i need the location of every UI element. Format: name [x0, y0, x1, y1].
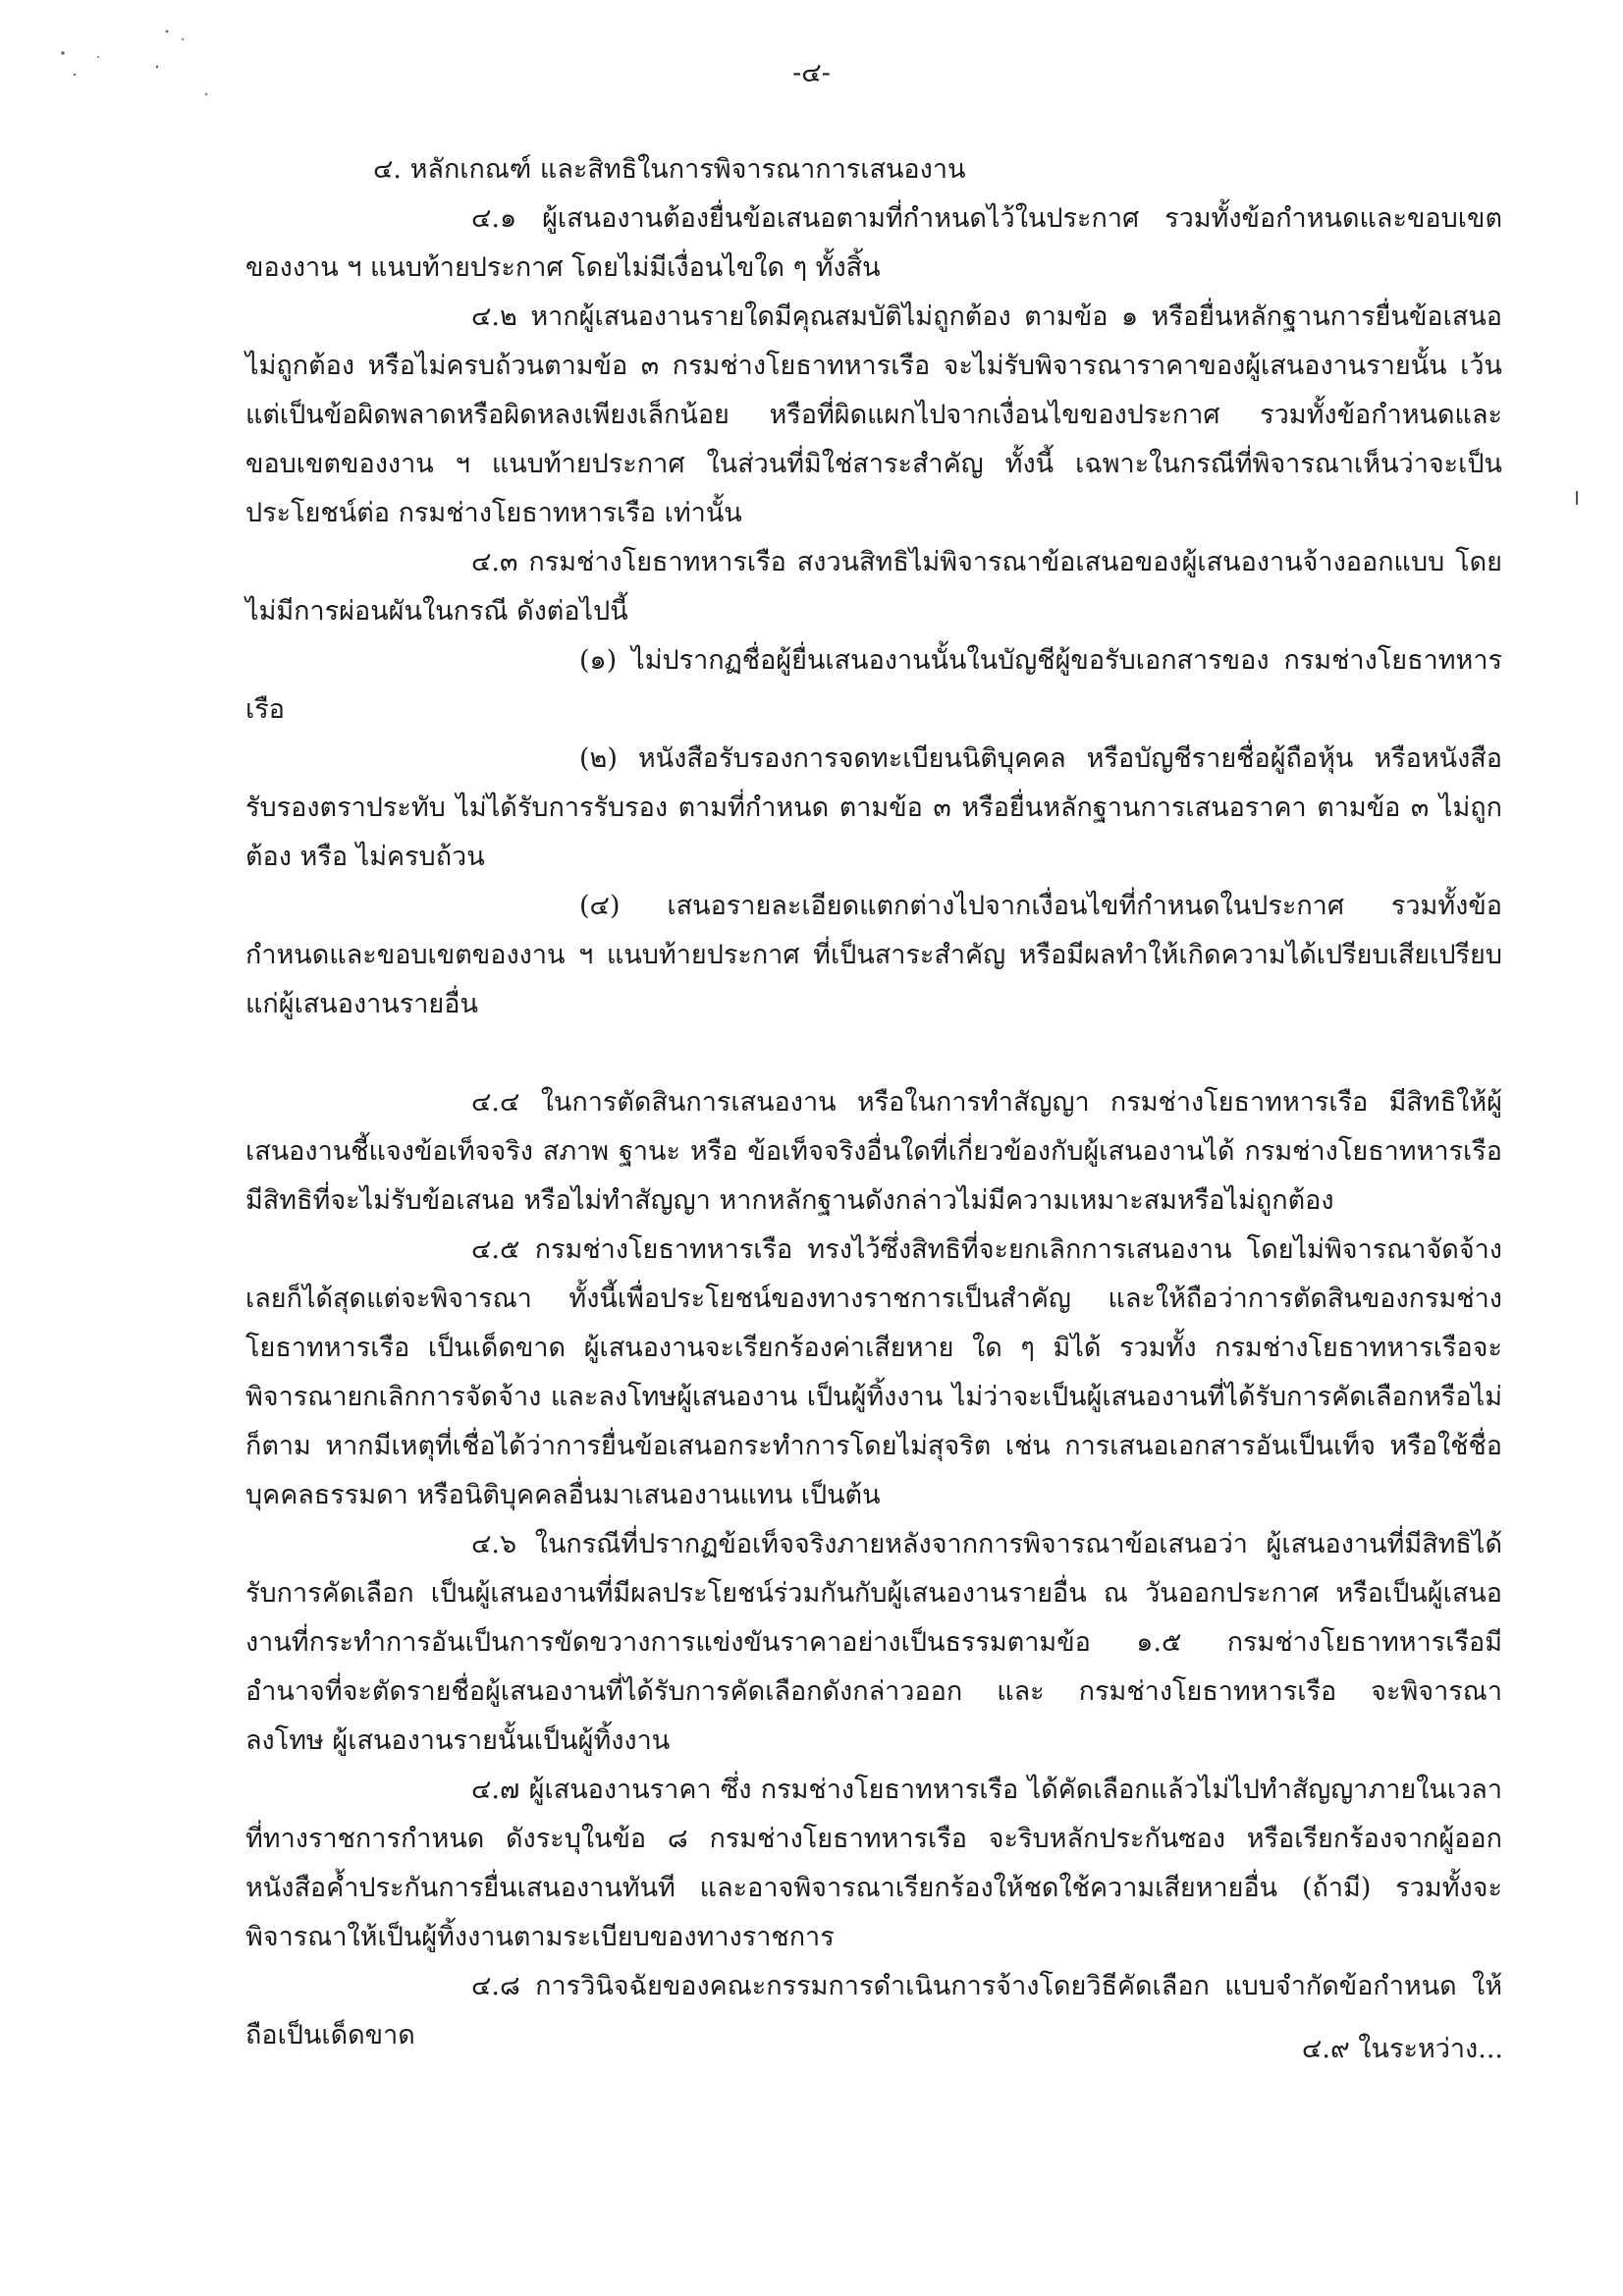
margin-mark — [1576, 491, 1578, 505]
section-heading: ๔. หลักเกณฑ์ และสิทธิในการพิจารณาการเสนองาน — [373, 154, 966, 185]
paragraph-4-8: ๔.๘ การวินิจฉัยของคณะกรรมการดำเนินการจ้างโดยวิธีคัดเลือก แบบจำกัดข้อกำหนด ให้ถือเป็นเด็ดขาด — [245, 1971, 1502, 2050]
paragraph-4-3-item-1: (๑) ไม่ปรากฏชื่อผู้ยื่นเสนองานนั้นในบัญชีผู้ขอรับเอกสารของ กรมช่างโยธาทหารเรือ — [245, 645, 1502, 725]
document-body — [245, 145, 1502, 2060]
continuation-marker: ๔.๙ ในระหว่าง... — [1301, 2034, 1503, 2064]
paragraph-4-2: ๔.๒ หากผู้เสนองานรายใดมีคุณสมบัติไม่ถูกต้อง ตามข้อ ๑ หรือยื่นหลักฐานการยื่นข้อเสนอ ไม่ถูกต้อง หรือไม่ครบถ้วนตามข้อ ๓ กรมช่างโยธาทหารเรือ จะไม่รับพิจารณาราคาของผู้เสนองานรายนั้น เว้นแต่เป็นข้อผิดพลาดหรือผิดหลงเพียงเล็กน้อย หรือที่ผิดแผกไปจากเงื่อนไขของประกาศ รวมทั้งข้อกำหนดและขอบเขตของงาน ฯ แนบท้ายประกาศ ในส่วนที่มิใช่สาระสำคัญ ทั้งนี้ เฉพาะในกรณีที่พิจารณาเห็นว่าจะเป็นประโยชน์ต่อ กรมช่างโยธาทหารเรือ เท่านั้น — [245, 301, 1502, 528]
paragraph-4-6: ๔.๖ ในกรณีที่ปรากฏข้อเท็จจริงภายหลังจากการพิจารณาข้อเสนอว่า ผู้เสนองานที่มีสิทธิได้รับการคัดเลือก เป็นผู้เสนองานที่มีผลประโยชน์ร่วมกันกับผู้เสนองานรายอื่น ณ วันออกประกาศ หรือเป็นผู้เสนองานที่กระทำการอันเป็นการขัดขวางการแข่งขันราคาอย่างเป็นธรรมตามข้อ ๑.๕ กรมช่างโยธาทหารเรือมีอำนาจที่จะตัดรายชื่อผู้เสนองานที่ได้รับการคัดเลือกดังกล่าวออก และ กรมช่างโยธาทหารเรือ จะพิจารณาลงโทษ ผู้เสนองานรายนั้นเป็นผู้ทิ้งงาน — [245, 1529, 1502, 1756]
paragraph-4-3: ๔.๓ กรมช่างโยธาทหารเรือ สงวนสิทธิไม่พิจารณาข้อเสนอของผู้เสนองานจ้างออกแบบ โดยไม่มีการผ่อนผันในกรณี ดังต่อไปนี้ — [245, 547, 1502, 627]
paragraph-4-5: ๔.๕ กรมช่างโยธาทหารเรือ ทรงไว้ซึ่งสิทธิที่จะยกเลิกการเสนองาน โดยไม่พิจารณาจัดจ้างเลยก็ได้สุดแต่จะพิจารณา ทั้งนี้เพื่อประโยชน์ของทางราชการเป็นสำคัญ และให้ถือว่าการตัดสินของกรมช่างโยธาทหารเรือ เป็นเด็ดขาด ผู้เสนองานจะเรียกร้องค่าเสียหาย ใด ๆ มิได้ รวมทั้ง กรมช่างโยธาทหารเรือจะพิจารณายกเลิกการจัดจ้าง และลงโทษผู้เสนองาน เป็นผู้ทิ้งงาน ไม่ว่าจะเป็นผู้เสนองานที่ได้รับการคัดเลือกหรือไม่ก็ตาม หากมีเหตุที่เชื่อได้ว่าการยื่นข้อเสนอกระทำการโดยไม่สุจริต เช่น การเสนอเอกสารอันเป็นเท็จ หรือใช้ชื่อบุคคลธรรมดา หรือนิติบุคคลอื่นมาเสนองานแทน เป็นต้น — [245, 1234, 1502, 1510]
paragraph-4-3-item-4: (๔) เสนอรายละเอียดแตกต่างไปจากเงื่อนไขที่กำหนดในประกาศ รวมทั้งข้อกำหนดและขอบเขตของงาน ฯ แนบท้ายประกาศ ที่เป็นสาระสำคัญ หรือมีผลทำให้เกิดความได้เปรียบเสียเปรียบแก่ผู้เสนองานรายอื่น — [245, 891, 1502, 1019]
page-number: -๔- — [792, 58, 831, 88]
paragraph-4-7: ๔.๗ ผู้เสนองานราคา ซึ่ง กรมช่างโยธาทหารเรือ ได้คัดเลือกแล้วไม่ไปทำสัญญาภายในเวลาที่ทางราชการกำหนด ดังระบุในข้อ ๘ กรมช่างโยธาทหารเรือ จะริบหลักประกันซอง หรือเรียกร้องจากผู้ออกหนังสือค้ำประกันการยื่นเสนองานทันที และอาจพิจารณาเรียกร้องให้ชดใช้ความเสียหายอื่น (ถ้ามี) รวมทั้งจะพิจารณาให้เป็นผู้ทิ้งงานตามระเบียบของทางราชการ — [245, 1775, 1502, 1952]
paragraph-4-4: ๔.๔ ในการตัดสินการเสนองาน หรือในการทำสัญญา กรมช่างโยธาทหารเรือ มีสิทธิให้ผู้เสนองานชี้แจงข้อเท็จจริง สภาพ ฐานะ หรือ ข้อเท็จจริงอื่นใดที่เกี่ยวข้องกับผู้เสนองานได้ กรมช่างโยธาทหารเรือ มีสิทธิที่จะไม่รับข้อเสนอ หรือไม่ทำสัญญา หากหลักฐานดังกล่าวไม่มีความเหมาะสมหรือไม่ถูกต้อง — [245, 1087, 1502, 1216]
paragraph-4-1: ๔.๑ ผู้เสนองานต้องยื่นข้อเสนอตามที่กำหนดไว้ในประกาศ รวมทั้งข้อกำหนดและขอบเขตของงาน ฯ แนบท้ายประกาศ โดยไม่มีเงื่อนไขใด ๆ ทั้งสิ้น — [245, 203, 1502, 283]
paragraph-4-3-item-2: (๒) หนังสือรับรองการจดทะเบียนนิติบุคคล หรือบัญชีรายชื่อผู้ถือหุ้น หรือหนังสือรับรองตราประทับ ไม่ได้รับการรับรอง ตามที่กำหนด ตามข้อ ๓ หรือยื่นหลักฐานการเสนอราคา ตามข้อ ๓ ไม่ถูกต้อง หรือ ไม่ครบถ้วน — [245, 743, 1502, 872]
